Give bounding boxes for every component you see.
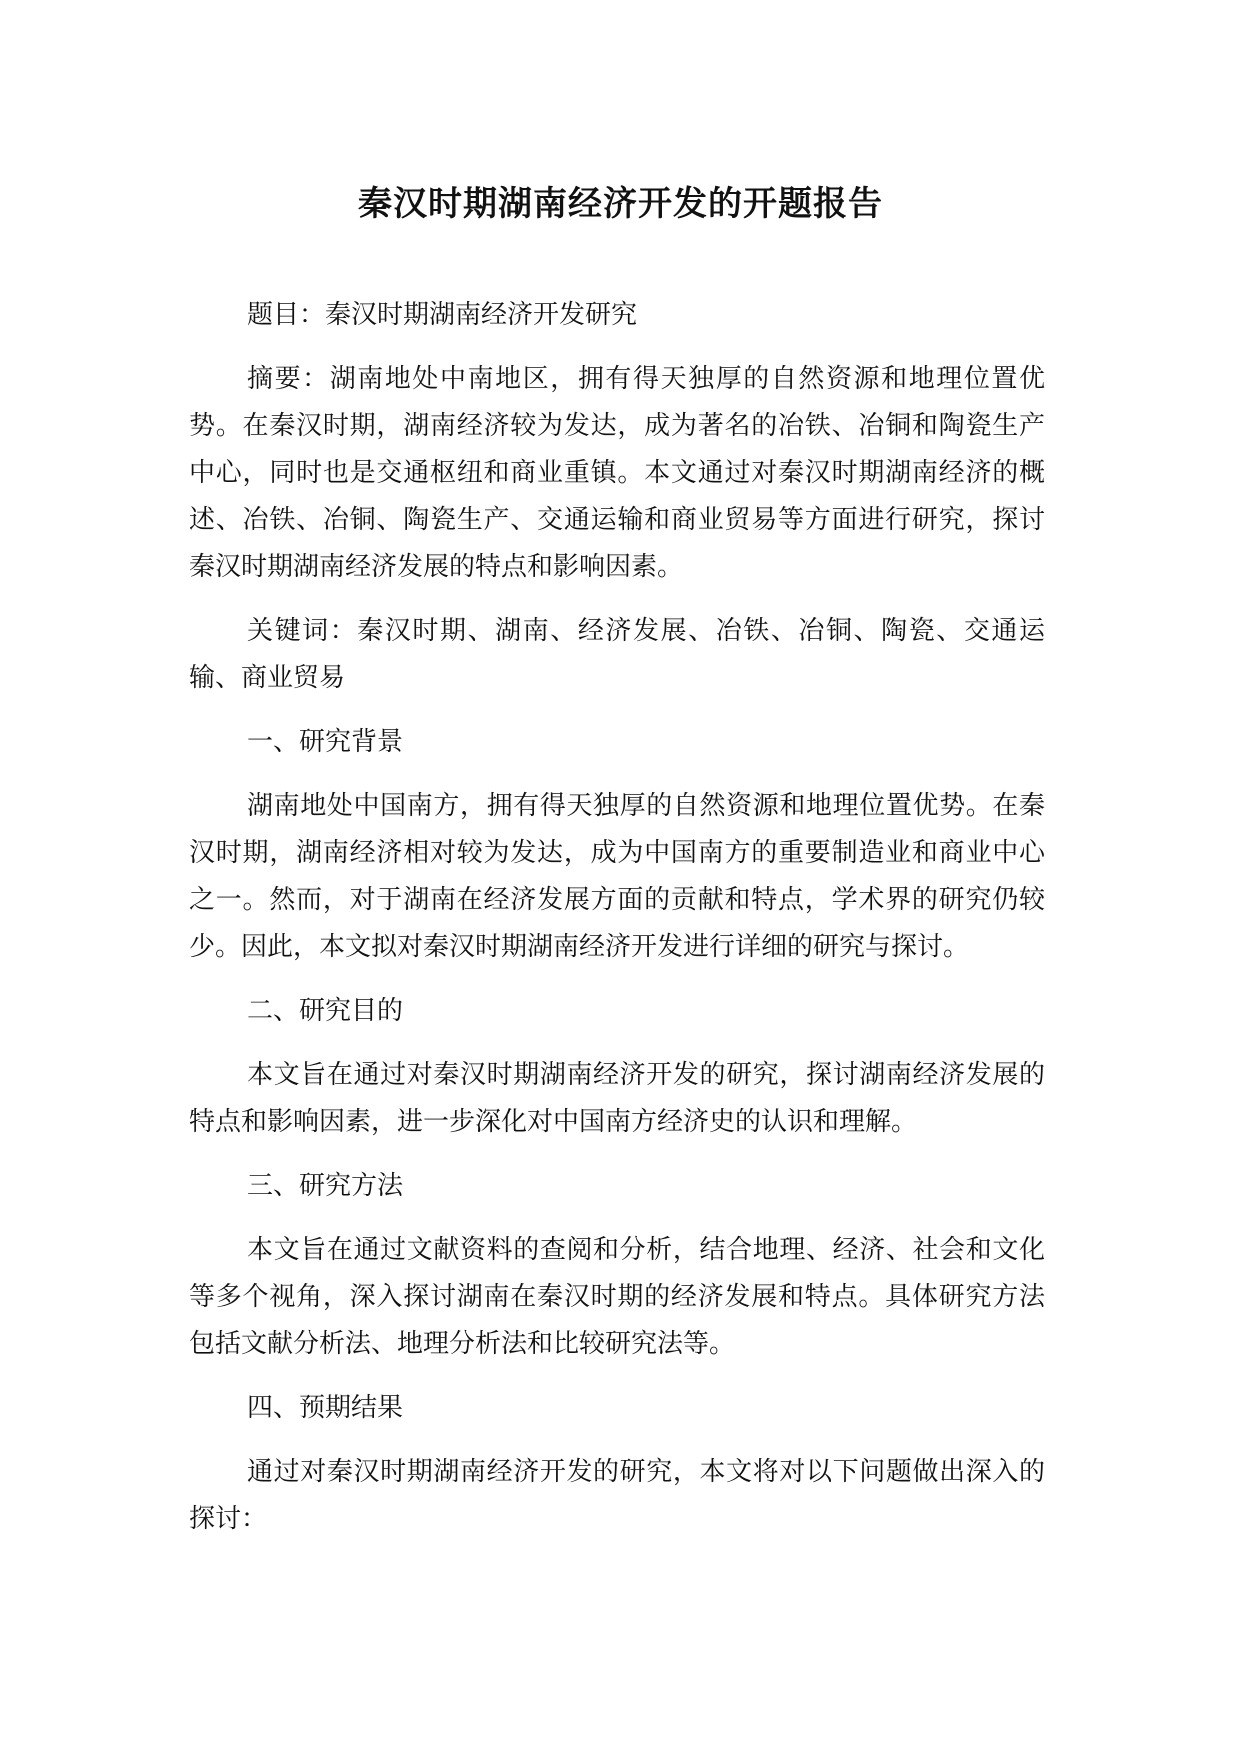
abstract-paragraph: 摘要：湖南地处中南地区，拥有得天独厚的自然资源和地理位置优势。在秦汉时期，湖南经济较为发达，成为著名的冶铁、冶铜和陶瓷生产中心，同时也是交通枢纽和商业重镇。本文通过对秦汉时期湖南经济的概述、冶铁、冶铜、陶瓷生产、交通运输和商业贸易等方面进行研究，探讨秦汉时期湖南经济发展的特点和影响因素。	[189, 364, 1045, 582]
section-heading-purpose: 二、研究目的	[247, 996, 404, 1026]
section-heading-expected-results: 四、预期结果	[247, 1393, 404, 1423]
document-title: 秦汉时期湖南经济开发的开题报告	[358, 184, 883, 224]
document-body	[189, 292, 1045, 1560]
topic-paragraph: 题目：秦汉时期湖南经济开发研究	[247, 300, 638, 330]
purpose-paragraph: 本文旨在通过对秦汉时期湖南经济开发的研究，探讨湖南经济发展的特点和影响因素，进一步深化对中国南方经济史的认识和理解。	[189, 1060, 1045, 1137]
method-paragraph: 本文旨在通过文献资料的查阅和分析，结合地理、经济、社会和文化等多个视角，深入探讨湖南在秦汉时期的经济发展和特点。具体研究方法包括文献分析法、地理分析法和比较研究法等。	[189, 1235, 1045, 1359]
keywords-paragraph: 关键词：秦汉时期、湖南、经济发展、冶铁、冶铜、陶瓷、交通运输、商业贸易	[189, 616, 1045, 693]
background-paragraph: 湖南地处中国南方，拥有得天独厚的自然资源和地理位置优势。在秦汉时期，湖南经济相对较为发达，成为中国南方的重要制造业和商业中心之一。然而，对于湖南在经济发展方面的贡献和特点，学术界的研究仍较少。因此，本文拟对秦汉时期湖南经济开发进行详细的研究与探讨。	[189, 791, 1045, 962]
section-heading-background: 一、研究背景	[247, 727, 404, 757]
section-heading-method: 三、研究方法	[247, 1171, 404, 1201]
expected-results-paragraph: 通过对秦汉时期湖南经济开发的研究，本文将对以下问题做出深入的探讨：	[189, 1457, 1045, 1534]
